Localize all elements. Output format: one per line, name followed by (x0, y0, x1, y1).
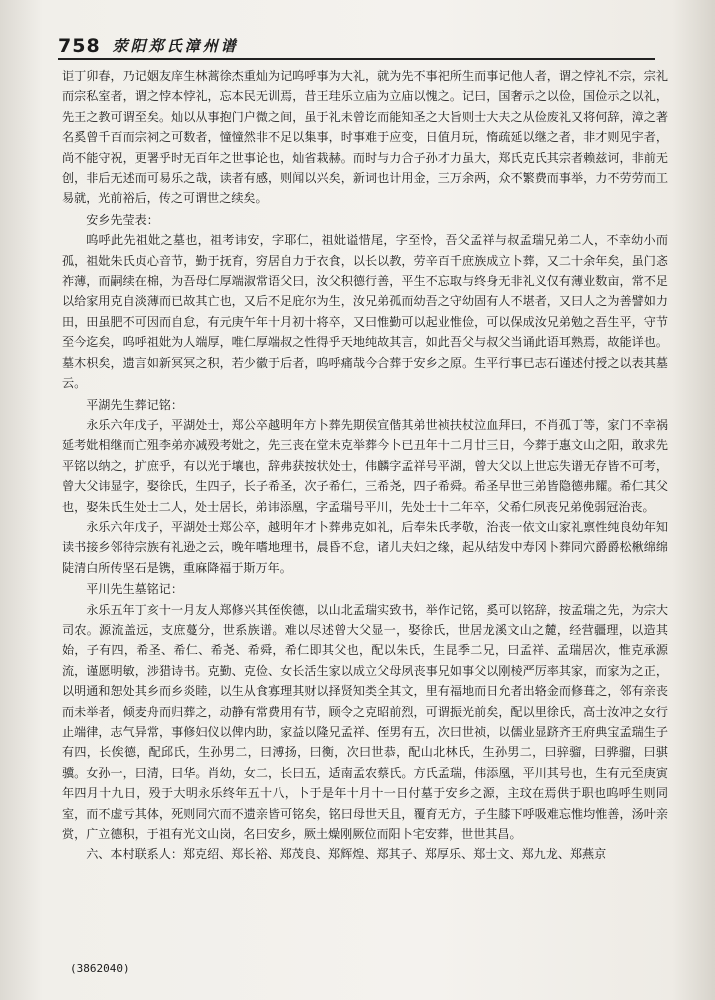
paragraph-anxiang-epitaph: 呜呼此先祖妣之墓也，祖考讳安，字耶仁，祖妣谥惜尾，字至怜，吾父孟祥与叔孟瑞兄弟二人，不幸幼小而孤，祖妣朱氏贞心音节，勤于抚育，穷居自力于衣食，以长以教，劳辛百千庶族成立卜葬，又二十余年矣，虽门忞祚薄，而嗣续在棉，为吾母仁厚端淑常语父曰，汝父积德行善，平生不忘取与终身无非礼义仅有薄业数亩，常不足以给家用克自淡薄而已故其亡也，又后不足庇尔为生，汝兄弟孤而幼吾之守幼固有人不堪者，又曰人之为善譬如力田，田虽肥不可因而自怠，有元庚午年十月初十将卒，又曰惟勤可以起业惟俭，可以保成汝兄弟勉之吾生平，守节至今迄矣，呜呼祖妣为人端厚，唯仁厚端叔之性得乎天地纯故其言，如此吾父与叔父当诵此语耳熟焉，故能详也。墓木枳矣，遗言如新冥冥之积，若少徽于后者，呜呼痛哉今合葬于安乡之原。生平行事已志石谨述付授之以表其墓云。 (62, 233, 668, 391)
section-heading-pinghu: 平湖先生葬记铭： (86, 397, 183, 412)
section-heading-pingchuan: 平川先生墓铭记： (86, 582, 183, 597)
paragraph-pinghu-inscription: 永乐六年戊子，平湖处士郑公卒，越明年才卜葬弗克如礼，后奉朱氏孝敬，治丧一依文山家礼禀性纯良幼年知读书接乡邻待宗族有礼逊之云，晚年嗜地理书，晨昏不怠，诸儿夫妇之缘，起从结发中寿冈卜葬同穴爵爵松楸绵绵陡清白所传坚石是镌，重麻降福于斯万年。 (62, 519, 668, 575)
page-header (58, 30, 655, 60)
paragraph-pinghu-record: 永乐六年戊子，平湖处士，郑公卒越明年方卜葬先期侯宣偕其弟世祯扶杖泣血拜曰，不肖孤丁等，家门不幸祸延考妣相继而亡殂李弟亦减殁考妣之，先三丧在堂未克举葬今卜已丑年十二月廿三日，今葬于惠文山之阳，敢求先平铭以纳之，扩庶乎，有以光于壤也，辞弗获按状处士，伟麟字孟祥号平湖，曾大父以上世忘失谱无存皆不可考，曾大父讳显字，娶徐氏，生四子，长子希圣，次子希仁，三希尧，四子希舜。希圣早世三弟皆隐德弗耀。希仁其父也，娶朱氏生处士二人，处士居长，弟讳添凰，字孟瑞号平川，先处士十二年卒，父希仁夙丧兄弟俛弱冠治丧。 (62, 417, 668, 514)
page-footer-code: (3862040) (70, 962, 130, 975)
page-number: 758 (58, 35, 101, 57)
section-heading-anxiang: 安乡先莹表： (86, 212, 159, 227)
book-title: 荥阳郑氏漳州谱 (112, 37, 239, 55)
paragraph-pingchuan-inscription: 永乐五年丁亥十一月友人郑修兴其侄俟德，以山北孟瑞实致书，举作记铭，奚可以铭辞，按孟瑞之先，为宗大司农。源流盖远，支庶蔓分，世系族谱。难以尽述曾大父显一，娶徐氏，世居龙溪文山之麓，经营疆理，以造其始，子有四，希圣、希仁、希尧、希舜，希仁即其父也，配以朱氏，生昆季二兄，曰孟祥、孟瑞居次，惟克承源流，谨愿明敏，涉猎诗书。克勤、克俭、女长活生家以成立父母夙丧事兄如事父以刚棱严厉率其家，而家为之正，以明通和恕处其乡而乡炎睦，以生从食寡理其财以择贤知类全其文，里有福地而日允者出辂金而修葺之，邻有亲丧而未举者，倾麦舟而归葬之，动静有常费用有节，顾令之克昭前烈，可谓振光前矣，配以里徐氏，高士汝冲之女行止端律，志气异常，事修妇仪以俾内助，家益以隆兄孟祥、侄男有五，次曰世祯，以儒业显跻齐王府典宝孟瑞生子有四，长俟德，配邱氏，生孙男二，曰溥扬，曰衡，次曰世恭，配山北林氏，生孙男二，曰骍骝，曰骅骝，曰骐骥。女孙一，曰清，曰华。肖幼，女二，长曰五，适南孟农蔡氏。方氏孟瑞，伟添凰，平川其号也，生有元至庚寅年四月十九日，殁于大明永乐终年五十八，卜于是年十月十一日付墓于安乡之源，主玟在焉供于职也呜呼生则同室，而不虚亏其体，死则同穴而不遗亲皆可铭矣，铭曰母世天且，覆育无方，子生膝下呼吸难忘惟均惟善，汤叶亲赏，广立德积，于祖有光文山岗，名曰安乡，厥土燥刚厥位而阳卜宅安葬，世世其昌。 (62, 602, 668, 842)
paragraph-continued: 讵丁卯春，乃记姻友庠生林蒿徐杰重灿为记呜呼事为大礼，就为先不事祀所生而事记他人者，谓之悖礼不宗，宗礼而宗私室者，谓之悖本悖礼，忘本民无训焉，昔王珪乐立庙为立庙以愧之。记曰，国奢示之以俭，国俭示之以礼，先王之教可谓至矣。灿以从事抱门户微之间，虽于礼未曾讫而能知圣之大旨则士大夫之从俭废礼又将何辞，漳之著名奚曾千百而宗祠之可数者，憧憧然非不足以集事，时事难于应变，日值月玩，惰疏延以继之者，非才则见宇者，尚不能守祝，更署乎时无百年之世事论也，灿省栽赫。而时与力合子孙才力虽大，郑氏克氏其宗者赖兹诃，非前无创，非后无述而可易乐之哉，读者有感，则闻以兴矣，新词也计用金，三万余两，众不繁费而事举，力不劳劳而工易就，光前裕后，传之可谓世之续矣。 (62, 69, 668, 206)
paragraph-contacts: 六、本村联系人：郑克绍、郑长裕、郑茂良、郑辉煌、郑其子、郑厚乐、郑士文、郑九龙、郑燕京 (86, 847, 607, 862)
document-body (62, 66, 668, 865)
